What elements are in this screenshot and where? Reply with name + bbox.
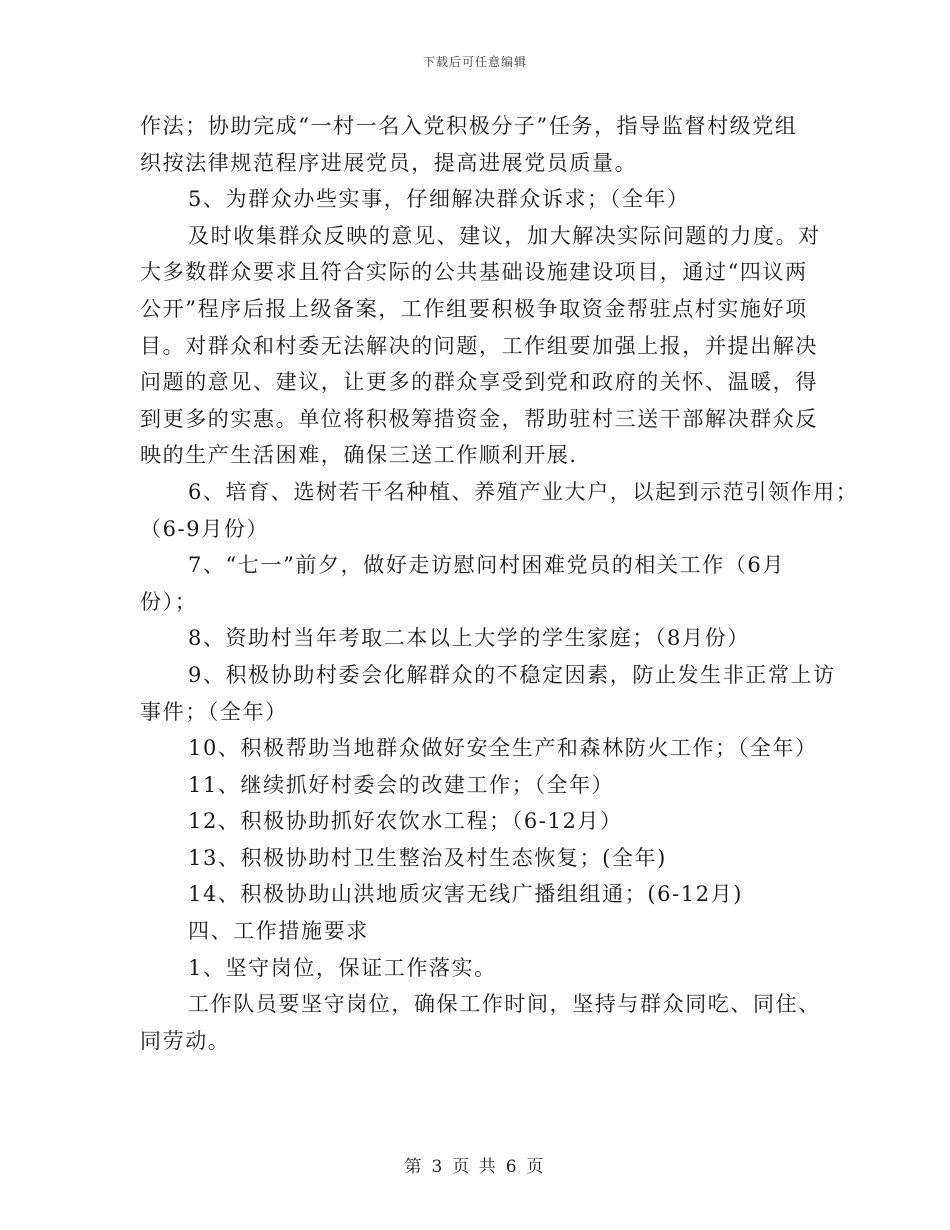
page-footer — [0, 1152, 950, 1177]
text-line: 8、资助村当年考取二本以上大学的学生家庭；（8月份） — [188, 626, 750, 651]
text-line: 13、积极协助村卫生整治及村生态恢复；(全年) — [188, 845, 667, 870]
text-line: 工作队员要坚守岗位，确保工作时间，坚持与群众同吃、同住、 — [188, 992, 821, 1017]
text-line: 份）； — [140, 589, 198, 614]
document-body — [140, 108, 859, 1059]
text-line: 四、工作措施要求 — [188, 919, 369, 944]
text-line: 作法；协助完成“一村一名入党积极分子”任务，指导监督村级党组 — [140, 114, 798, 138]
footer-total-pages: 6 — [505, 1157, 519, 1177]
text-line: 问题的意见、建议，让更多的群众享受到党和政府的关怀、温暖，得 — [140, 370, 818, 395]
footer-prefix: 第 — [404, 1157, 424, 1177]
text-line: 14、积极协助山洪地质灾害无线广播组组通；(6-12月) — [188, 882, 744, 907]
text-line: 6、培育、选树若干名种植、养殖产业大户，以起到示范引领作用； — [188, 479, 859, 504]
text-line: 同劳动。 — [140, 1028, 231, 1053]
footer-middle: 页 共 — [452, 1157, 498, 1177]
text-line: 12、积极协助抓好农饮水工程；（6-12月） — [188, 809, 623, 834]
text-line: 11、继续抓好村委会的改建工作；（全年） — [188, 772, 615, 797]
text-line: 大多数群众要求且符合实际的公共基础设施建设项目，通过“四议两 — [140, 260, 808, 285]
text-line: 1、坚守岗位，保证工作落实。 — [188, 955, 497, 980]
footer-current-page: 3 — [431, 1157, 445, 1177]
text-line: 7、“七一”前夕，做好走访慰问村困难党员的相关工作（6月 — [188, 553, 785, 578]
text-line: （6-9月份） — [140, 516, 270, 541]
text-line: 到更多的实惠。单位将积极筹措资金，帮助驻村三送干部解决群众反 — [140, 406, 818, 431]
text-line: 事件；（全年） — [140, 699, 288, 724]
text-line: 及时收集群众反映的意见、建议，加大解决实际问题的力度。对 — [188, 223, 821, 248]
text-line: 织按法律规范程序进展党员，提高进展党员质量。 — [140, 150, 638, 175]
footer-suffix: 页 — [526, 1157, 546, 1177]
text-line: 目。对群众和村委无法解决的问题，工作组要加强上报，并提出解决 — [140, 333, 818, 358]
text-line: 公开”程序后报上级备案，工作组要积极争取资金帮驻点村实施好项 — [140, 296, 808, 321]
text-line: 10、积极帮助当地群众做好安全生产和森林防火工作；（全年） — [188, 736, 818, 761]
header-note: 下载后可任意编辑 — [422, 55, 527, 69]
text-line: 5、为群众办些实事，仔细解决群众诉求；（全年） — [188, 187, 690, 212]
text-line: 9、积极协助村委会化解群众的不稳定因素，防止发生非正常上访 — [188, 662, 836, 687]
text-line: 映的生产生活困难，确保三送工作顺利开展. — [140, 443, 578, 468]
